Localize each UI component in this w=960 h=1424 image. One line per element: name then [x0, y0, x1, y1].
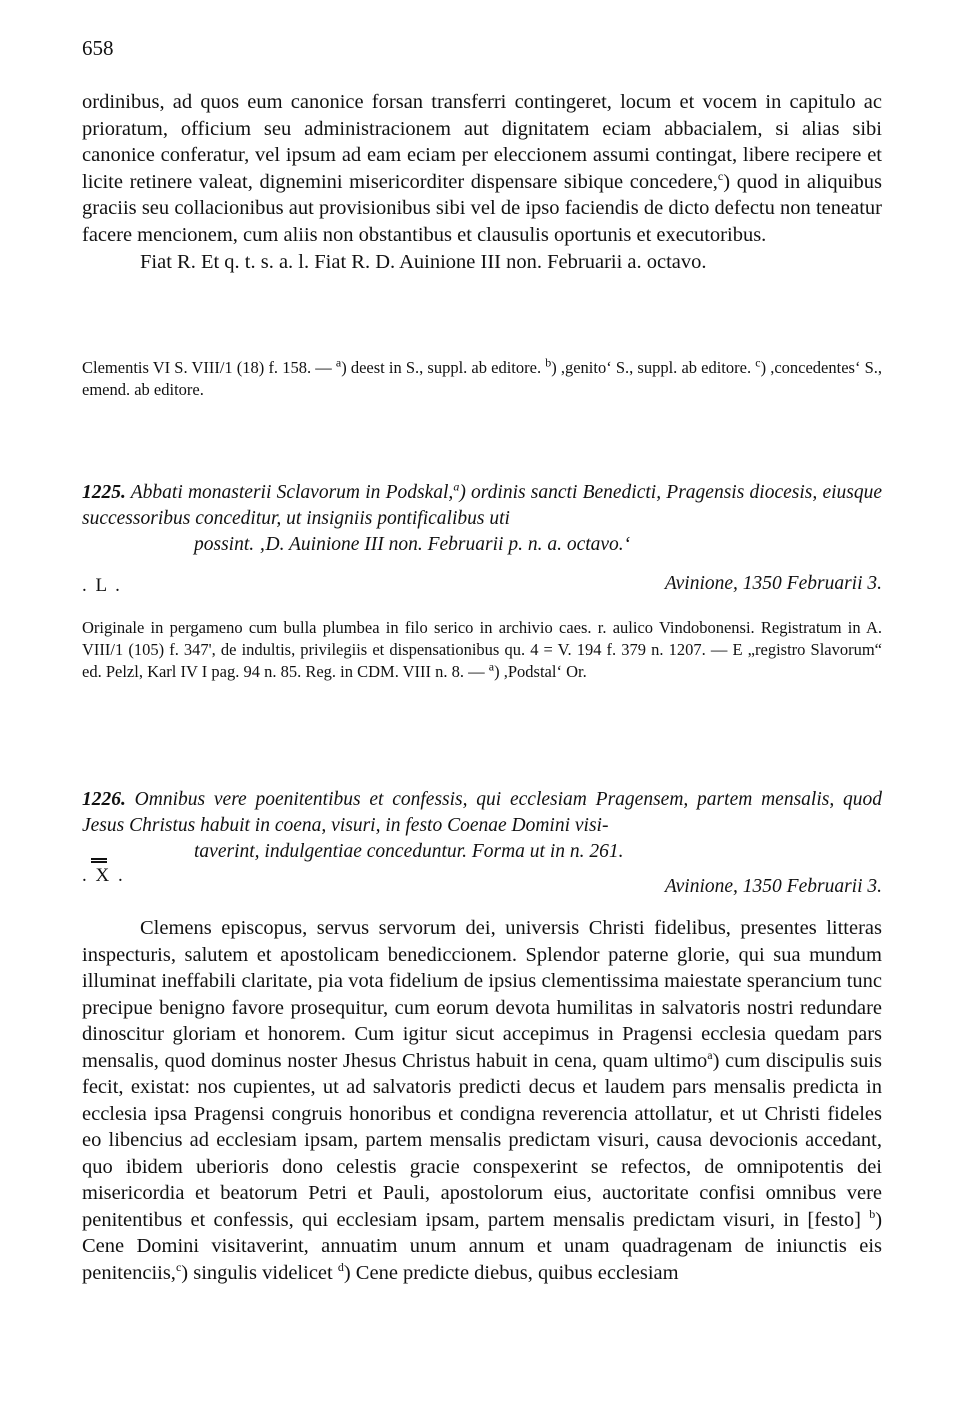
siglum-1225: . L . — [82, 575, 122, 596]
siglum-overline — [91, 858, 107, 860]
entry-title-end: taverint, indulgentiae conceduntur. Forma ut in n. 261. — [194, 841, 624, 862]
date-1226: Avinione, 1350 Februarii 3. — [664, 876, 882, 897]
footnote-source: Clementis VI S. VIII/1 (18) f. 158. — — [82, 358, 332, 377]
letter-part: singulis videlicet — [193, 1261, 333, 1284]
paragraph-text-cont: quod in aliquibus graciis seu collacionibus aut provisionibus sibi vel de ipso faciendis de dicto defectu non teneatur facere mencionem, cum aliis non obstantibus et clausulis oportunis et executoribus. — [82, 170, 883, 246]
footnote-b-text: ,genito‘ S., suppl. ab editore. — [560, 358, 752, 377]
entry-title-end: possint. ‚D. Auinione III non. Februarii p. n. a. octavo.‘ — [194, 534, 631, 555]
page-number: 658 — [82, 36, 114, 60]
footnote-mark-a: a — [707, 1047, 713, 1062]
letter-part: Cene Domini visitaverint, annuatim unum annum et unam quadragenam de iniunctis eis penitenciis, — [82, 1235, 882, 1284]
entry-title: Omnibus vere poenitentibus et confessis, qui ecclesiam Pragensem, partem mensalis, quod Jesus Christus habuit in coena, visuri, in festo Coenae Domini visi- — [82, 789, 883, 836]
entry-1225-heading: 1225. Abbati monasterii Sclavorum in Podskal,$^a$) ordinis sancti Benedicti, Pragensis diocesis, eiusque successoribus conceditur, ut insigniis pontificalibus uti possint. ‚D. Auinione III non. Februarii p. n. a. octavo.‘ — [82, 480, 882, 558]
siglum-text: . X . — [82, 865, 125, 886]
paragraph-text: ordinibus, ad quos eum canonice forsan transferri contingeret, locum et vocem in capitulo ac prioratum, officium seu administracionem aut dignitatem eciam abbacialem, si alias sibi canonice conferatur, vel ipsum ad eam eciam per eleccionem assumi contingat, libere recipere et licite retinere valeat, dignemini misericorditer dispensare sibique concedere, — [82, 91, 882, 193]
entry-title-mark: a — [453, 479, 460, 494]
footnote-mark-b: b — [545, 355, 552, 370]
footnote-c-text: ,concedentes‘ S., emend. ab editore. — [82, 358, 883, 399]
footnote-mark-c: c — [175, 1259, 182, 1274]
letter-part: cum discipulis suis fecit, existat: nos cupientes, ut ad salvatoris predicti decus et laudem pars mensalis predicta in ecclesia ipsa Pragensi congruis honoribus et condigna reverencia attollatur, et ut Christi fideles eo libencius ad ecclesiam ipsam, partem mensalis predictam visuri, causa devocionis accedant, quo ibidem uberioris dono celestis gracie conspexerint se refectos, de omnipotentis dei misericordia et beatorum Petri et Pauli, apostolorum eius, auctoritate confisi omnibus vere penitentibus et confessis, qui ecclesiam ipsam, partem mensalis predictam visuri, in [festo] — [82, 1049, 882, 1231]
footnote-mark-b: b — [869, 1206, 876, 1221]
letter-part: Clemens episcopus, servus servorum dei, universis Christi fidelibus, presentes litteras inspecturis, salutem et apostolicam benediccionem. Splendor paterne glorie, qui sua mundum illuminat ineffabili claritate, pia vota fidelium de ipsius clementissima maiestate sperancium tunc precipue benigno favore prosequitur, cum eorum devota humilitas in salvatoris nostri redundare dinoscitur gloriam et honorem. Cum igitur sicut accepimus in Pragensi ecclesia quedam pars mensalis, quod dominus noster Jhesus Christus habuit in cena, quam ultimo — [82, 917, 882, 1072]
letter-text: Clemens episcopus, servus servorum dei, universis Christi fidelibus, presentes litteras inspecturis, salutem et apostolicam benediccionem. Splendor paterne glorie, qui sua mundum illuminat ineffabili claritate, pia vota fidelium de ipsius clementissima maiestate sperancium tunc precipue benigno favore prosequitur, cum eorum devota humilitas in salvatoris nostri redundare dinoscitur gloriam et honorem. Cum igitur sicut accepimus in Pragensi ecclesia quedam pars mensalis, quod dominus noster Jhesus Christus habuit in cena, quam ultimo$^a$) cum discipulis suis fecit, existat: nos cupientes, ut ad salvatoris predicti decus et laudem pars mensalis predicta in ecclesia ipsa Pragensi congruis honoribus et condigna reverencia attollatur, et ut Christi fideles eo libencius ad ecclesiam ipsam, partem mensalis predictam visuri, causa devocionis accedant, quo ibidem uberioris dono celestis gracie conspexerint se refectos, de omnipotentis dei misericordia et beatorum Petri et Pauli, apostolorum eius, auctoritate confisi omnibus vere penitentibus et confessis, qui ecclesiam ipsam, partem mensalis predictam visuri, in [festo] $^b$) Cene Domini visitaverint, annuatim unum annum et unam quadragenam de iniunctis eis penitenciis,$^c$) singulis videlicet $^d$) Cene predicte diebus, quibus ecclesiam — [82, 917, 883, 1284]
footnote-mark-c: c — [717, 168, 724, 183]
date-1225: Avinione, 1350 Februarii 3. — [664, 573, 882, 594]
entry-number: 1225. — [82, 482, 126, 503]
continued-paragraph: ordinibus, ad quos eum canonice forsan transferri contingeret, locum et vocem in capitulo ac prioratum, officium seu administracionem aut dignitatem eciam abbacialem, si alias sibi canonice conferatur, vel ipsum ad eam eciam per eleccionem assumi contingat, libere recipere et licite retinere valeat, dignemini misericorditer dispensare sibique concedere,$^c$) quod in aliquibus graciis seu collacionibus aut provisionibus sibi vel de ipso faciendis de dicto defectu non teneatur facere mencionem, cum aliis non obstantibus et clausulis oportunis et executoribus. Fiat R. Et q. t. s. a. l. Fiat R. D. Auinione III non. Februarii a. octavo. — [82, 89, 882, 275]
footnote-a-text: deest in S., suppl. ab editore. — [350, 358, 542, 377]
footnote-mark-a: a — [335, 355, 342, 370]
entry-1226-heading — [82, 787, 882, 865]
footnote-1224: Clementis VI S. VIII/1 (18) f. 158. — $^a$) deest in S., suppl. ab editore. $^b$) ,genito‘ S., suppl. ab editore. $^c$) ,concedentes‘ S., emend. ab editore. — [82, 355, 883, 399]
siglum-overline — [91, 861, 107, 863]
note-1225-mark: a — [488, 659, 495, 674]
note-1225-end: ,Podstal‘ Or. — [503, 662, 587, 681]
siglum-1226 — [82, 858, 125, 887]
letter-part: Cene predicte diebus, quibus ecclesiam — [355, 1261, 679, 1284]
note-1225-text: Originale in pergameno cum bulla plumbea in filo serico in archivio caes. r. aulico Vindobonensi. Registratum in A. VIII/1 (105) f. 347', de indultis, privilegiis et dispensationibus qu. 4 = V. 194 f. 379 n. 1207. — E „registro Slavorum“ ed. Pelzl, Karl IV I pag. 94 n. 85. Reg. in CDM. VIII n. 8. — — [82, 618, 882, 681]
entry-number: 1226. — [82, 789, 126, 810]
footnote-mark-c: c — [755, 355, 761, 370]
entry-title: Abbati monasterii Sclavorum in Podskal, — [130, 482, 454, 503]
entry-title-cont: ordinis sancti Benedicti, Pragensis diocesis, eiusque successoribus conceditur, ut insigniis pontificalibus uti — [82, 482, 883, 529]
fiat-line: Fiat R. Et q. t. s. a. l. Fiat R. D. Auinione III non. Februarii a. octavo. — [140, 250, 707, 273]
footnote-mark-d: d — [337, 1259, 344, 1274]
note-1225: Originale in pergameno cum bulla plumbea in filo serico in archivio caes. r. aulico Vindobonensi. Registratum in A. VIII/1 (105) f. 347', de indultis, privilegiis et dispensationibus qu. 4 = V. 194 f. 379 n. 1207. — E „registro Slavorum“ ed. Pelzl, Karl IV I pag. 94 n. 85. Reg. in CDM. VIII n. 8. — $^a$) ,Podstal‘ Or. — [82, 618, 882, 681]
